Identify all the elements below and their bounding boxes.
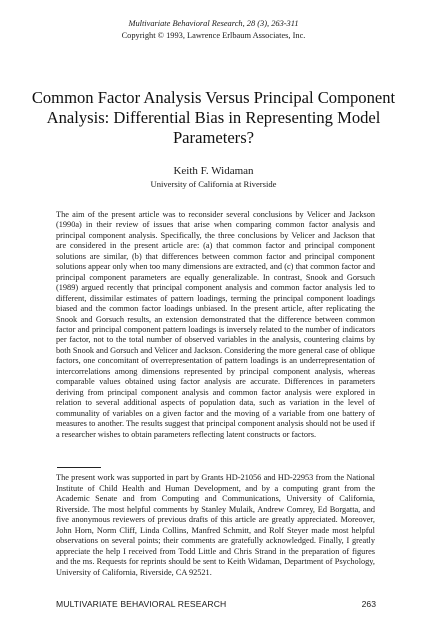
footnote-divider (57, 467, 101, 468)
journal-citation: Multivariate Behavioral Research, 28 (3), 263-311 (128, 19, 299, 28)
page-footer (56, 598, 376, 610)
author-name: Keith F. Widaman (173, 165, 254, 177)
title-line-3: Parameters? (172, 128, 255, 147)
title-line-2: Analysis: Differential Bias in Representing Model (46, 108, 381, 127)
copyright-notice: Copyright © 1993, Lawrence Erlbaum Associates, Inc. (121, 31, 306, 40)
acknowledgment-footnote: The present work was supported in part by Grants HD-21056 and HD-22953 from the National Institute of Child Health and Human Development, and by a computing grant from the Academic Senate and from Computing and Communications, University of California, Riverside. The most helpful comments by Stanley Mulaik, Andrew Comrey, Ed Borgatta, and five anonymous reviewers of previous drafts of this article are greatly appreciated. Moreover, John Horn, Norm Cliff, Linda Collins, Manfred Schmitt, and Rolf Steyer made most helpful observations on several points; their comments are gratefully acknowledged. Finally, I greatly appreciate the help I received from Todd Little and Chris Strand in the preparation of figures and the ms. Requests for reprints should be sent to Keith Widaman, Department of Psychology, University of California, Riverside, CA 92521. (56, 473, 375, 577)
article-title (30, 88, 397, 148)
footer-journal-name: MULTIVARIATE BEHAVIORAL RESEARCH (56, 599, 227, 609)
abstract-text: The aim of the present article was to reconsider several conclusions by Velicer and Jackson (1990a) in their review of issues that arise when comparing common factor analysis and principal component analysis. Specifically, the three conclusions by Velicer and Jackson that are considered in the present article are: (a) that common factor and principal component solutions are similar, (b) that differences between common factor and principal component solutions appear only when too many dimensions are extracted, and (c) that common factor and principal component parameters are equally generalizable. In contrast, Snook and Gorsuch (1989) argued recently that principal component analysis and common factor analysis led to different, dissimilar estimates of pattern loadings, terming the principal component loadings biased and the common factor loadings unbiased. In the present article, after replicating the Snook and Gorsuch results, an extension demonstrated that the difference between common factor and principal component pattern loadings is inversely related to the number of indicators per factor, not to the total number of observed variables in the analysis, countering claims by both Snook and Gorsuch and Velicer and Jackson. Considering the more general case of oblique factors, one concomitant of overrepresentation of pattern loadings is an underrepresentation of intercorrelations among dimensions represented by principal component analysis, whereas comparable values obtained using factor analysis are accurate. Differences in parameters deriving from principal component analysis and common factor analysis were explored in relation to several additional aspects of population data, such as variation in the level of communality of variables on a given factor and the moving of a variable from one battery of measures to another. The results suggest that principal component analysis should not be used if a researcher wishes to obtain parameters reflecting latent constructs or factors. (56, 210, 375, 439)
title-line-1: Common Factor Analysis Versus Principal Component (31, 88, 396, 107)
author-affiliation: University of California at Riverside (150, 179, 277, 189)
journal-header (0, 18, 427, 42)
author-block (0, 164, 427, 190)
page-number: 263 (361, 599, 376, 609)
